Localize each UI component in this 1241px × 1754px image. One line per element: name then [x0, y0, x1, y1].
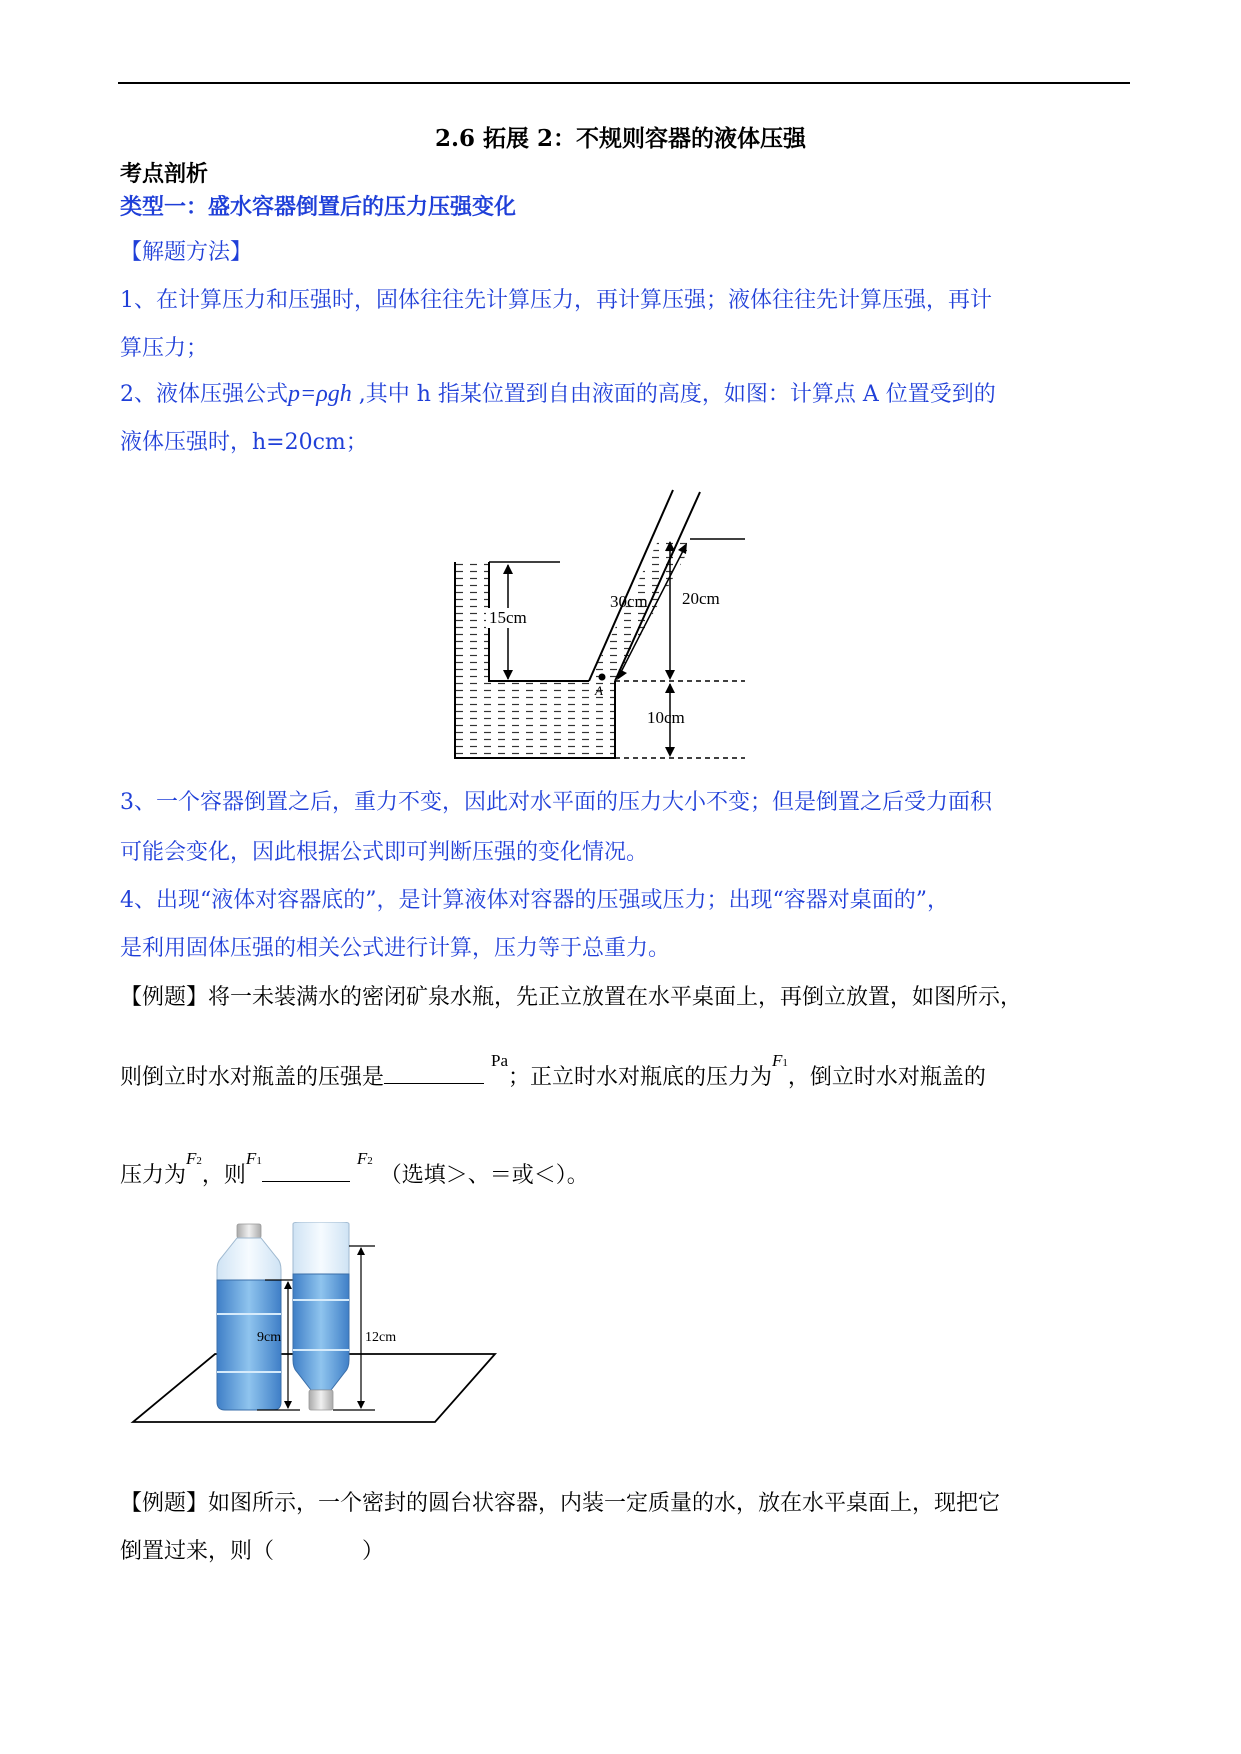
container-diagram — [440, 470, 770, 760]
symbol-f1: F1 — [772, 1051, 788, 1070]
example-1-line-2 — [120, 1051, 986, 1091]
inverted-bottle-water — [293, 1274, 349, 1390]
label-15cm: 15cm — [489, 608, 527, 627]
paragraph-4-line-2: 是利用固体压强的相关公式进行计算，压力等于总重力。 — [120, 936, 671, 961]
type-heading: 类型一：盛水容器倒置后的压力压强变化 — [120, 194, 517, 220]
header-rule — [118, 82, 1130, 84]
arrow-15cm-head-bottom — [503, 670, 513, 680]
paragraph-3-line-2: 可能会变化，因此根据公式即可判断压强的变化情况。 — [120, 840, 649, 865]
arrow-20cm-head-bottom — [665, 670, 675, 680]
paragraph-1-line-1: 1、在计算压力和压强时，固体往往先计算压力，再计算压强；液体往往先计算压强，再计 — [120, 288, 993, 313]
example-1-line-1: 【例题】将一未装满水的密闭矿泉水瓶，先正立放置在水平桌面上，再倒立放置，如图所示， — [120, 985, 1023, 1010]
upright-bottle-cap — [237, 1224, 261, 1238]
section-heading: 考点剖析 — [120, 161, 209, 187]
paragraph-2-line-1 — [120, 377, 996, 408]
inverted-bottle-cap — [309, 1390, 333, 1410]
paragraph-2-prefix: 2、液体压强公式 — [120, 382, 288, 407]
paragraph-2-line-2: 液体压强时，h=20cm； — [120, 430, 368, 455]
point-a-label: A — [595, 683, 603, 698]
example-1-text-f: （选填＞、＝或＜）。 — [379, 1163, 589, 1188]
symbol-f1-compare: F1 — [245, 1149, 262, 1168]
example-1-text-a: 则倒立时水对瓶盖的压强是 — [120, 1065, 385, 1090]
label-9cm: 9cm — [257, 1330, 282, 1345]
paragraph-2-suffix: ,其中 h 指某位置到自由液面的高度，如图：计算点 A 位置受到的 — [351, 382, 996, 407]
example-2-line-2: 倒置过来，则（ ） — [120, 1539, 385, 1564]
example-1-text-e: ，则 — [201, 1163, 246, 1188]
answer-blank-2[interactable] — [262, 1161, 350, 1182]
unit-pa: Pa — [491, 1051, 509, 1070]
label-20cm: 20cm — [682, 589, 720, 608]
example-1-text-b: ；正立时水对瓶底的压力为 — [508, 1065, 773, 1090]
symbol-f2-first: F2 — [186, 1149, 202, 1168]
example-1-text-d: 压力为 — [120, 1163, 187, 1188]
tube-right-wall — [615, 492, 700, 681]
page-title: 2.6 拓展 2：不规则容器的液体压强 — [434, 125, 807, 152]
paragraph-1-line-2: 算压力； — [120, 336, 209, 361]
arrow-10cm-head-bottom — [665, 747, 675, 757]
upright-bottle-water — [217, 1280, 281, 1410]
paragraph-3-line-1: 3、一个容器倒置之后，重力不变，因此对水平面的压力大小不变；但是倒置之后受力面积 — [120, 790, 993, 815]
bottle-diagram — [125, 1222, 505, 1442]
label-10cm: 10cm — [647, 708, 685, 727]
symbol-f2-compare: F2 — [356, 1149, 373, 1168]
inverted-bottle-top — [293, 1222, 349, 1274]
example-1-text-c: ，倒立时水对瓶盖的 — [787, 1065, 986, 1090]
point-a-dot — [599, 674, 606, 681]
upright-bottle-shoulder — [217, 1238, 281, 1280]
method-heading: 【解题方法】 — [120, 240, 253, 265]
pressure-formula: p=ρgh — [288, 381, 352, 407]
example-2-line-1: 【例题】如图所示，一个密封的圆台状容器，内装一定质量的水，放在水平桌面上，现把它 — [120, 1491, 1001, 1516]
label-30cm: 30cm — [610, 592, 648, 611]
example-1-line-3 — [120, 1149, 589, 1189]
arrow-10cm-head-top — [665, 683, 675, 693]
label-12cm: 12cm — [365, 1330, 397, 1345]
answer-blank-1[interactable] — [384, 1063, 484, 1084]
arrow-15cm-head-top — [503, 564, 513, 574]
paragraph-4-line-1: 4、出现“液体对容器底的”，是计算液体对容器的压强或压力；出现“容器对桌面的”， — [120, 888, 949, 913]
